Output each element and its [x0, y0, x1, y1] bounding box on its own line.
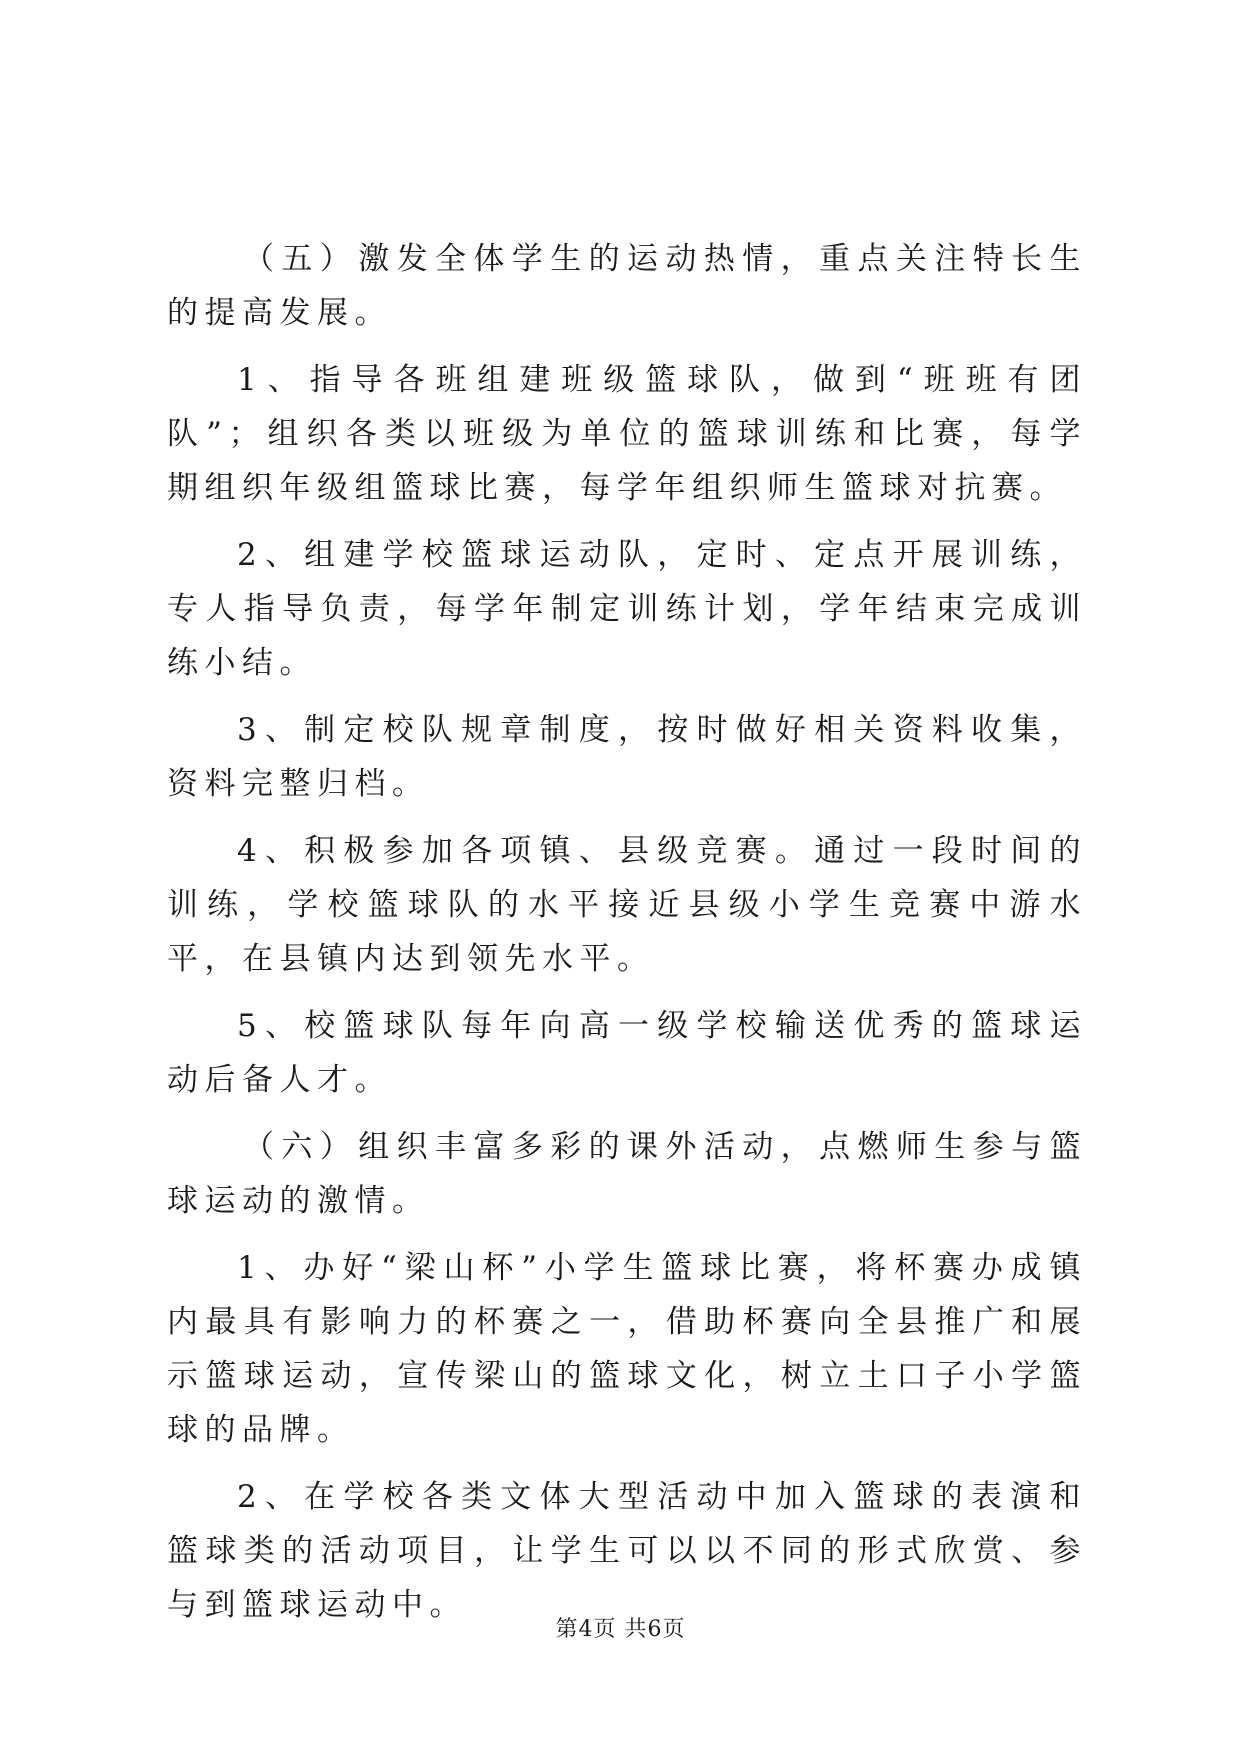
section-heading-5: （五）激发全体学生的运动热情，重点关注特长生的提高发展。 [167, 241, 1087, 331]
list-item: 2、在学校各类文体大型活动中加入篮球的表演和篮球类的活动项目，让学生可以以不同的形式欣赏、参与到篮球运动中。 [167, 1479, 1087, 1623]
section-heading-6: （六）组织丰富多彩的课外活动，点燃师生参与篮球运动的激情。 [167, 1129, 1087, 1219]
list-item: 3、制定校队规章制度，按时做好相关资料收集，资料完整归档。 [167, 712, 1087, 802]
list-item: 1、办好“梁山杯”小学生篮球比赛，将杯赛办成镇内最具有影响力的杯赛之一，借助杯赛向全县推广和展示篮球运动，宣传梁山的篮球文化，树立土口子小学篮球的品牌。 [167, 1250, 1087, 1448]
list-item: 2、组建学校篮球运动队，定时、定点开展训练，专人指导负责，每学年制定训练计划，学年结束完成训练小结。 [167, 537, 1087, 681]
list-item: 1、指导各班组建班级篮球队，做到“班班有团队”；组织各类以班级为单位的篮球训练和比赛，每学期组织年级组篮球比赛，每学年组织师生篮球对抗赛。 [167, 362, 1087, 506]
page-number-footer: 第4页 共6页 [555, 1617, 686, 1642]
list-item: 5、校篮球队每年向高一级学校输送优秀的篮球运动后备人才。 [167, 1008, 1087, 1098]
document-body [167, 232, 1087, 1645]
list-item: 4、积极参加各项镇、县级竞赛。通过一段时间的训练，学校篮球队的水平接近县级小学生竞赛中游水平，在县镇内达到领先水平。 [167, 833, 1087, 977]
